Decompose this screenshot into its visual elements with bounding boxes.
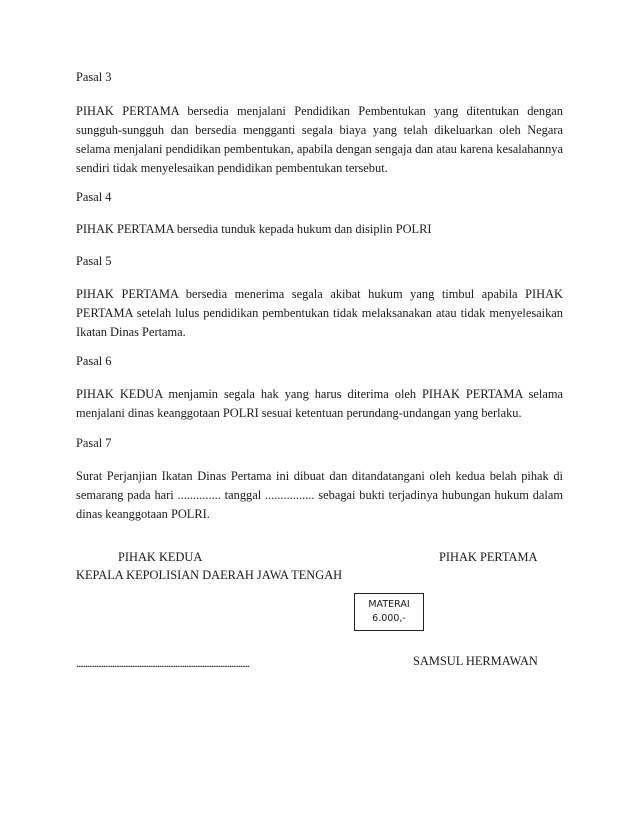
pasal-4-text: PIHAK PERTAMA bersedia tunduk kepada hukum dan disiplin POLRI (76, 222, 432, 236)
pihak-kedua-label: PIHAK KEDUA (118, 550, 203, 564)
kapolda-title: KEPALA KEPOLISIAN DAERAH JAWA TENGAH (76, 568, 343, 582)
pasal-3-label: Pasal 3 (76, 70, 112, 84)
pasal-5-label: Pasal 5 (76, 254, 112, 268)
pasal-6-text: PIHAK KEDUA menjamin segala hak yang harus diterima oleh PIHAK PERTAMA selama menjalani dinas keanggotaan POLRI sesuai ketentuan perundang-undangan yang berlaku. (76, 387, 563, 420)
pasal-5-text: PIHAK PERTAMA bersedia menerima segala akibat hukum yang timbul apabila PIHAK PERTAMA setelah lulus pendidikan pembentukan tidak melaksanakan atau tidak menyelesaikan Ikatan Dinas Pertama. (76, 287, 563, 339)
pihak-pertama-name: SAMSUL HERMAWAN (413, 654, 538, 668)
materai-stamp-box (354, 593, 424, 631)
pihak-pertama-label: PIHAK PERTAMA (439, 550, 538, 564)
pasal-6-label: Pasal 6 (76, 354, 112, 368)
pasal-4-label: Pasal 4 (76, 190, 112, 204)
pasal-7-text: Surat Perjanjian Ikatan Dinas Pertama ini dibuat dan ditandatangani oleh kedua belah pihak di semarang pada hari .............. tanggal ................ sebagai bukti terjadinya hubungan hukum dalam dinas keanggotaan POLRI. (76, 469, 563, 521)
pasal-7-label: Pasal 7 (76, 436, 112, 450)
materai-label: MATERAI (368, 599, 410, 610)
materai-value: 6.000,- (372, 613, 406, 624)
pasal-3-text: PIHAK PERTAMA bersedia menjalani Pendidikan Pembentukan yang ditentukan dengan sungguh-sungguh dan bersedia mengganti segala biaya yang telah dikeluarkan oleh Negara selama menjalani pendidikan pembentukan, apabila dengan sengaja dan atau karena kesalahannya sendiri tidak menyelesaikan pendidikan pembentukan tersebut. (76, 104, 563, 175)
signature-line: ................................................................................................ (76, 656, 249, 670)
